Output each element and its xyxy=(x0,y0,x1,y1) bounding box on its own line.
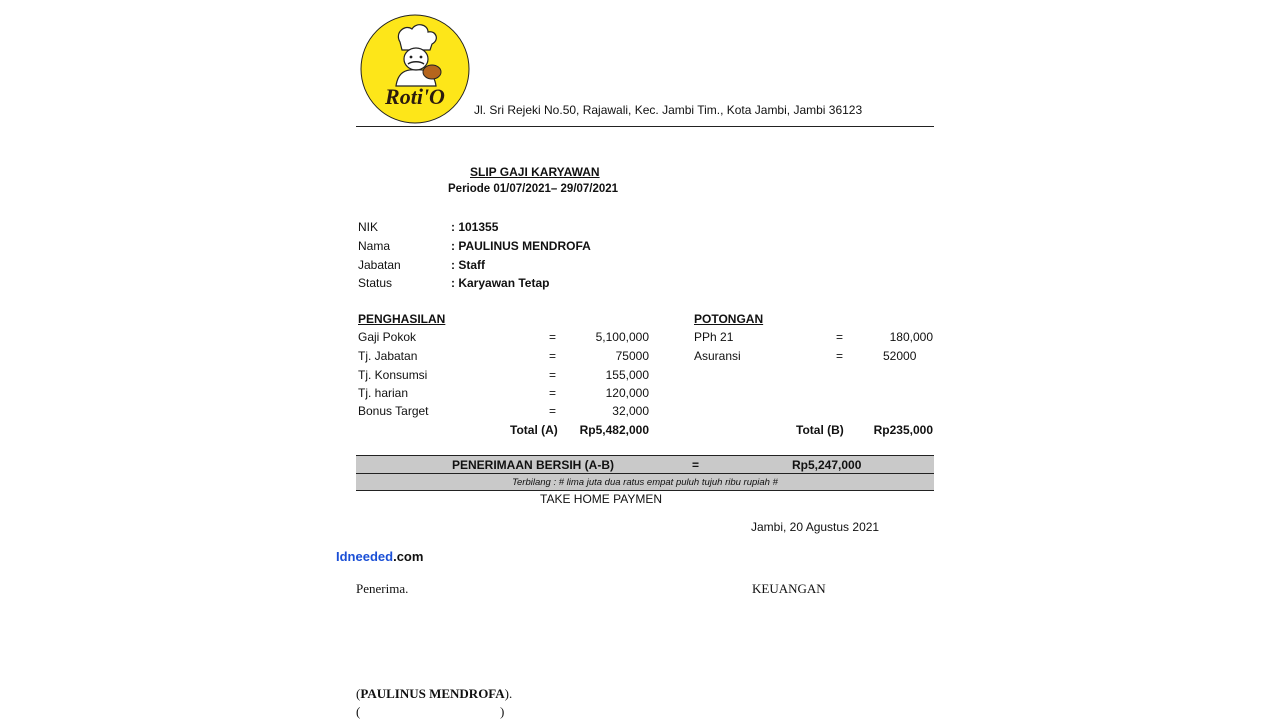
company-logo xyxy=(360,14,470,124)
receiver-label: Penerima. xyxy=(356,581,409,596)
receiver-signature xyxy=(356,686,512,702)
name-label: Nama xyxy=(358,239,391,253)
status-label: Status xyxy=(358,276,393,290)
income-item-amount: 155,000 xyxy=(605,368,649,382)
deduction-heading: POTONGAN xyxy=(694,312,764,326)
blank-signature-close: ) xyxy=(500,704,505,719)
blank-signature-open: ( xyxy=(356,704,361,719)
net-label: PENERIMAAN BERSIH (A-B) xyxy=(452,458,614,472)
deduction-item-amount: 52000 xyxy=(883,349,917,363)
deduction-total-label: Total (B) xyxy=(796,423,844,437)
net-bottom-rule xyxy=(356,490,934,491)
income-item-eq: = xyxy=(549,404,557,418)
name-value: : PAULINUS MENDROFA xyxy=(451,239,591,253)
income-item-amount: 32,000 xyxy=(612,404,649,418)
deduction-total-value: Rp235,000 xyxy=(873,423,933,437)
income-total-value: Rp5,482,000 xyxy=(579,423,649,437)
receiver-close: ). xyxy=(504,686,513,701)
position-label: Jabatan xyxy=(358,258,401,272)
place-date: Jambi, 20 Agustus 2021 xyxy=(751,520,880,534)
nik-label: NIK xyxy=(358,220,379,234)
net-eq: = xyxy=(692,458,700,472)
position-value: : Staff xyxy=(451,258,485,272)
income-item-eq: = xyxy=(549,386,557,400)
income-item-label: Tj. Jabatan xyxy=(358,349,418,363)
watermark-part1: Idneeded xyxy=(336,549,394,564)
words-band xyxy=(356,474,934,490)
income-item-eq: = xyxy=(549,330,557,344)
receiver-open: ( xyxy=(356,686,361,701)
watermark xyxy=(336,549,423,564)
income-item-amount: 5,100,000 xyxy=(595,330,649,344)
logo-text: Roti'O xyxy=(385,84,445,109)
deduction-item-label: PPh 21 xyxy=(694,330,734,344)
income-item-label: Bonus Target xyxy=(358,404,429,418)
take-home-note: TAKE HOME PAYMEN xyxy=(540,492,663,506)
income-item-label: Tj. harian xyxy=(358,386,409,400)
watermark-part2: .com xyxy=(393,549,424,564)
deduction-item-eq: = xyxy=(836,349,844,363)
net-band xyxy=(356,456,934,473)
finance-label: KEUANGAN xyxy=(752,581,826,596)
income-item-amount: 75000 xyxy=(615,349,649,363)
slip-period: Periode 01/07/2021– 29/07/2021 xyxy=(448,183,619,195)
amount-in-words: Terbilang : # lima juta dua ratus empat puluh tujuh ribu rupiah # xyxy=(512,477,778,488)
status-value: : Karyawan Tetap xyxy=(451,276,550,290)
company-address: Jl. Sri Rejeki No.50, Rajawali, Kec. Jambi Tim., Kota Jambi, Jambi 36123 xyxy=(474,103,863,117)
deduction-item-label: Asuransi xyxy=(694,349,741,363)
income-item-eq: = xyxy=(549,368,557,382)
income-item-label: Tj. Konsumsi xyxy=(358,368,428,382)
income-heading: PENGHASILAN xyxy=(358,312,446,326)
income-total-label: Total (A) xyxy=(510,423,558,437)
income-item-amount: 120,000 xyxy=(605,386,649,400)
nik-value: : 101355 xyxy=(451,220,499,234)
receiver-name: PAULINUS MENDROFA xyxy=(360,686,505,701)
deduction-item-eq: = xyxy=(836,330,844,344)
income-item-label: Gaji Pokok xyxy=(358,330,417,344)
deduction-item-amount: 180,000 xyxy=(889,330,933,344)
income-item-eq: = xyxy=(549,349,557,363)
net-value: Rp5,247,000 xyxy=(792,458,862,472)
header-divider xyxy=(356,126,934,127)
slip-title: SLIP GAJI KARYAWAN xyxy=(470,165,600,179)
